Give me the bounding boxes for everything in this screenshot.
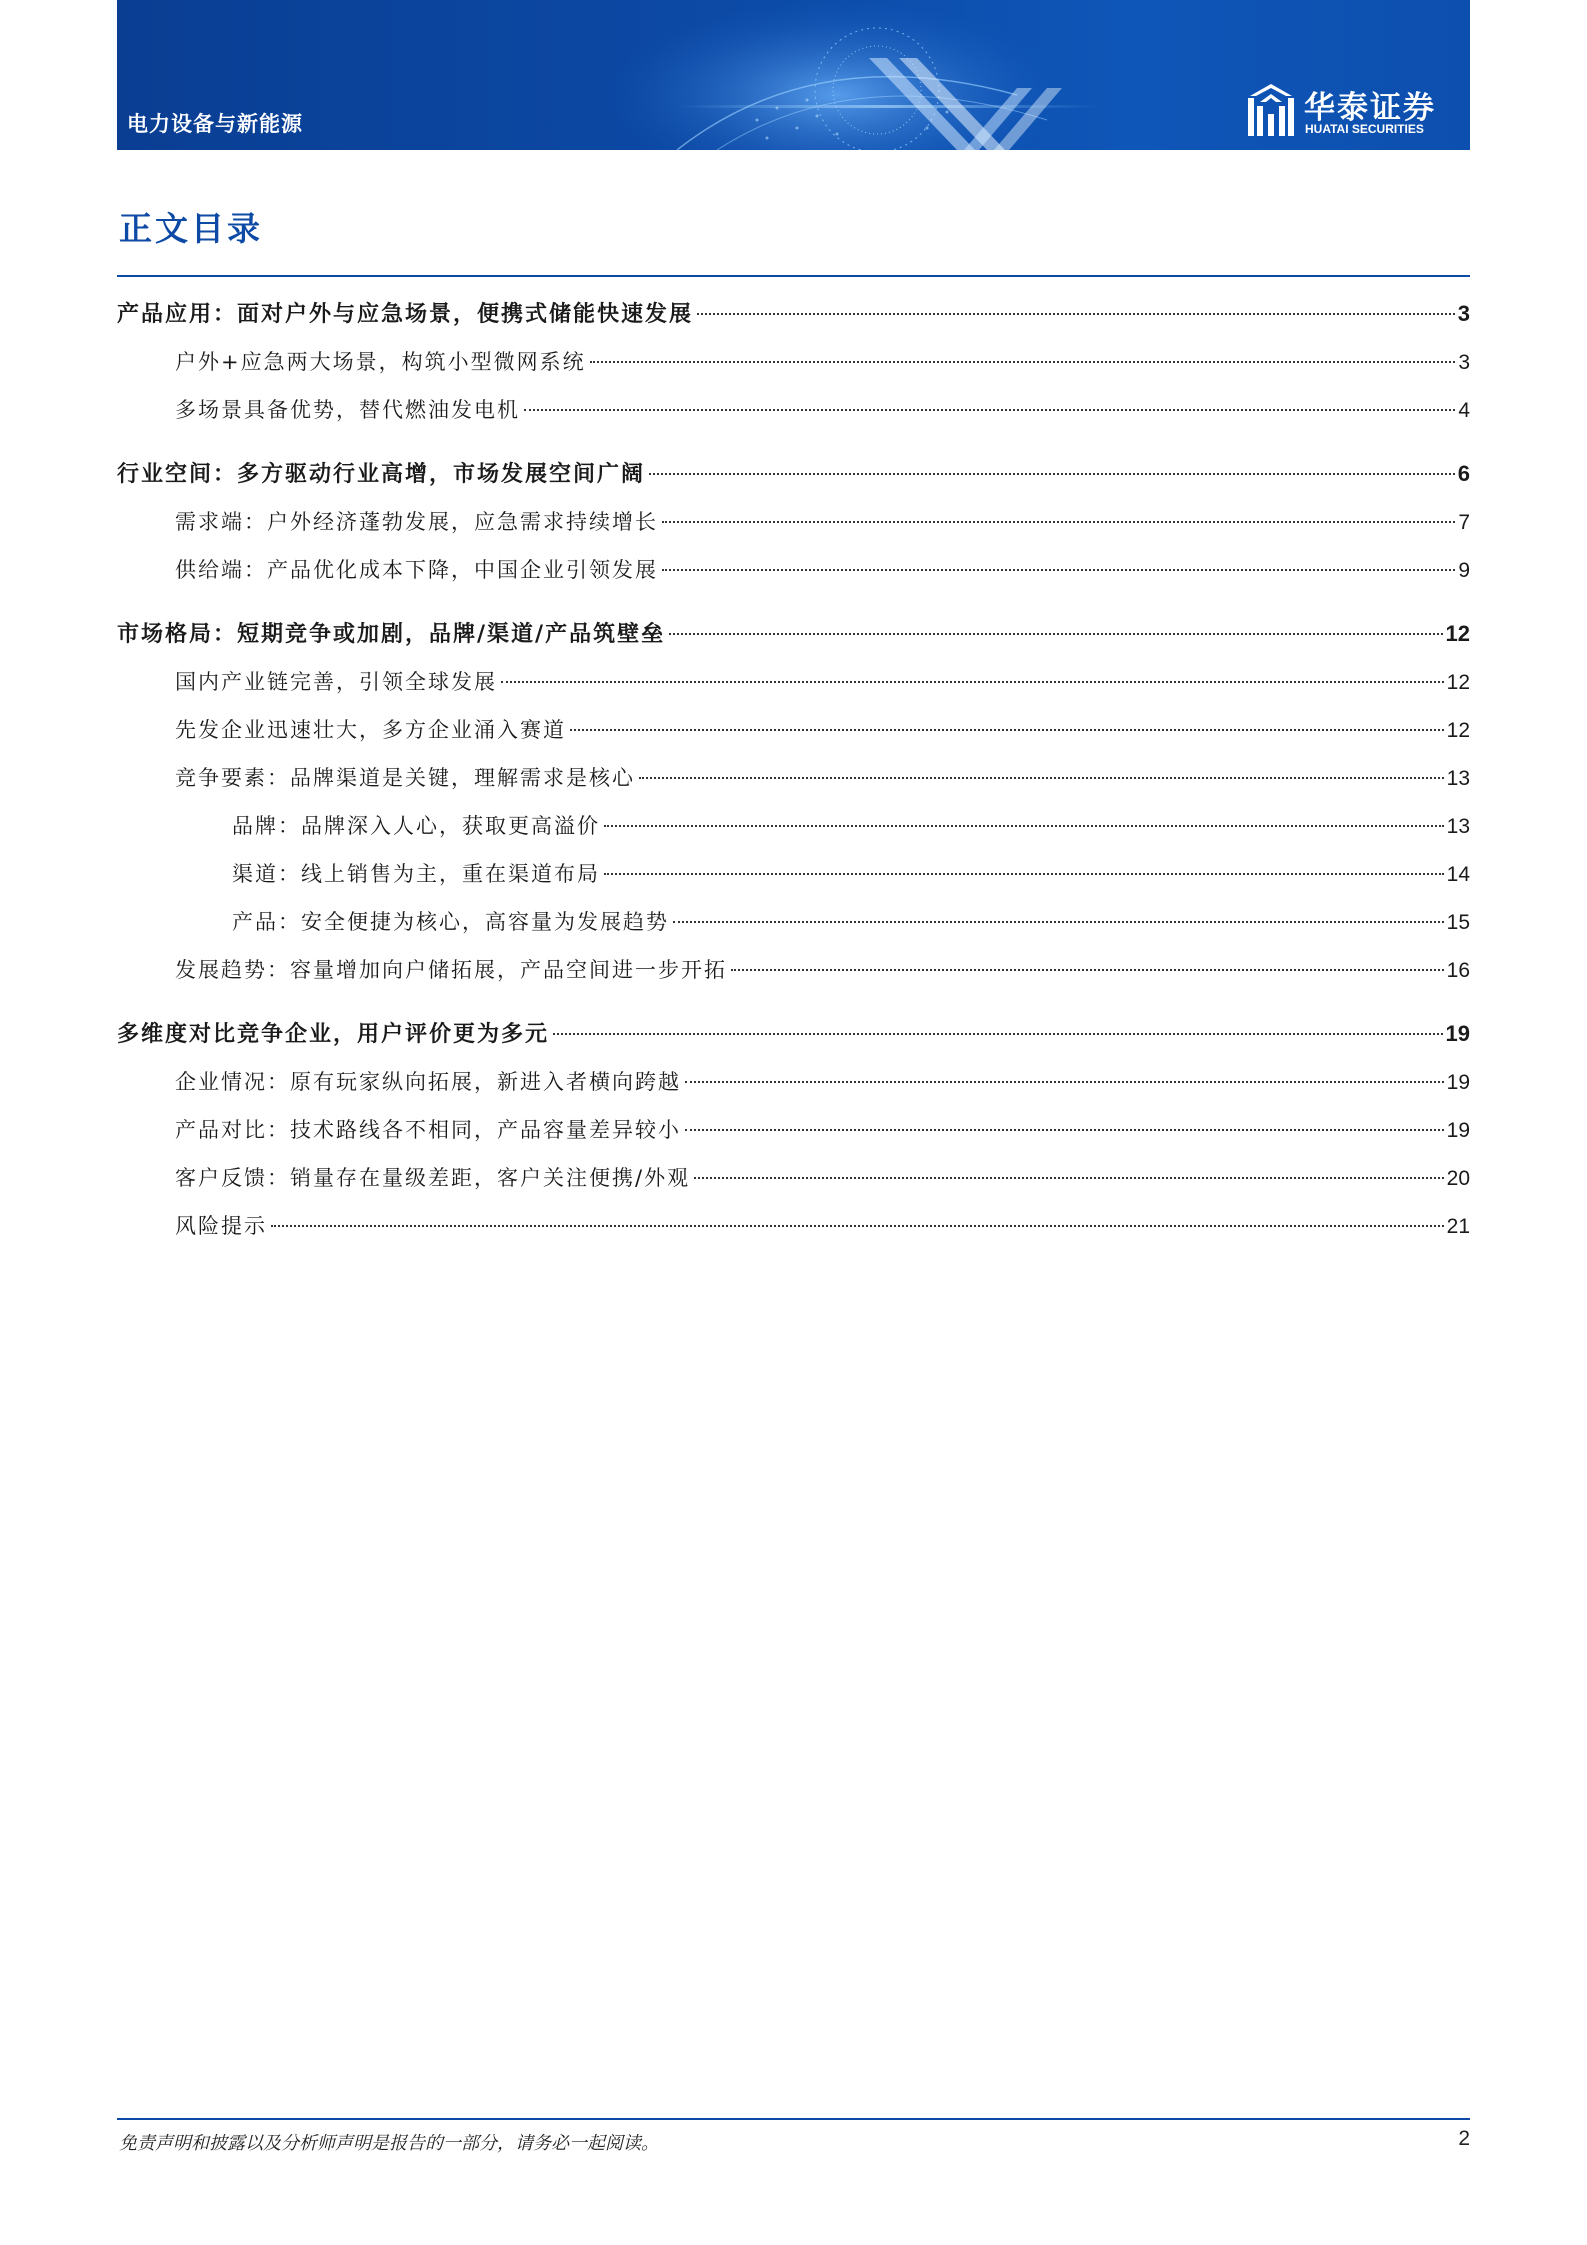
toc-entry-page[interactable]: 14 [1446, 863, 1470, 886]
toc-entry[interactable] [117, 1202, 1470, 1250]
toc-entry[interactable] [117, 610, 1470, 658]
toc-entry-page[interactable]: 12 [1446, 719, 1470, 742]
toc-dot-leader [662, 569, 1455, 571]
toc-entry-title[interactable]: 多维度对比竞争企业，用户评价更为多元 [117, 1022, 550, 1047]
toc-entry-page[interactable]: 4 [1458, 399, 1470, 422]
toc-entry-title[interactable]: 发展趋势：容量增加向户储拓展，产品空间进一步开拓 [175, 958, 727, 982]
toc-entry-title[interactable]: 行业空间：多方驱动行业高增，市场发展空间广阔 [117, 462, 646, 487]
toc-entry-title[interactable]: 产品应用：面对户外与应急场景，便携式储能快速发展 [117, 302, 694, 327]
brand-name-en: HUATAI SECURITIES [1305, 122, 1424, 136]
toc-entry-title[interactable]: 品牌：品牌深入人心，获取更高溢价 [232, 814, 600, 838]
toc-entry-title[interactable]: 多场景具备优势，替代燃油发电机 [175, 398, 520, 422]
toc-entry[interactable] [117, 658, 1470, 706]
toc-entry[interactable] [117, 338, 1470, 386]
toc-entry-title[interactable]: 渠道：线上销售为主，重在渠道布局 [232, 862, 600, 886]
toc-entry-title[interactable]: 风险提示 [175, 1214, 267, 1238]
toc-entry-page[interactable]: 19 [1445, 1021, 1470, 1046]
title-divider [117, 275, 1470, 277]
toc-entry-title[interactable]: 竞争要素：品牌渠道是关键，理解需求是核心 [175, 766, 635, 790]
toc-entry-title[interactable]: 市场格局：短期竞争或加剧，品牌/渠道/产品筑壁垒 [117, 622, 666, 647]
toc-title: 正文目录 [119, 209, 263, 248]
toc-entry[interactable] [117, 850, 1470, 898]
toc-entry-page[interactable]: 13 [1446, 815, 1470, 838]
toc-entry[interactable] [117, 1058, 1470, 1106]
toc-entry-page[interactable]: 3 [1458, 351, 1470, 374]
footer-divider [117, 2118, 1470, 2120]
toc-entry-page[interactable]: 21 [1446, 1215, 1470, 1238]
toc-entry[interactable] [117, 498, 1470, 546]
toc-entry-title[interactable]: 产品：安全便捷为核心，高容量为发展趋势 [232, 910, 669, 934]
company-logo [1248, 82, 1458, 140]
toc-dot-leader [553, 1033, 1443, 1035]
toc-dot-leader [570, 729, 1444, 731]
toc-entry[interactable] [117, 450, 1470, 498]
toc-dot-leader [685, 1081, 1444, 1083]
toc-entry[interactable] [117, 290, 1470, 338]
toc-entry-page[interactable]: 16 [1446, 959, 1470, 982]
toc-entry-title[interactable]: 需求端：户外经济蓬勃发展，应急需求持续增长 [175, 510, 658, 534]
toc-dot-leader [271, 1225, 1444, 1227]
toc-dot-leader [604, 825, 1444, 827]
toc-entry-page[interactable]: 6 [1457, 461, 1470, 486]
toc-dot-leader [731, 969, 1444, 971]
toc-dot-leader [604, 873, 1444, 875]
toc-entry-page[interactable]: 13 [1446, 767, 1470, 790]
toc-entry-title[interactable]: 国内产业链完善，引领全球发展 [175, 670, 497, 694]
table-of-contents [117, 290, 1470, 1250]
toc-entry-title[interactable]: 产品对比：技术路线各不相同，产品容量差异较小 [175, 1118, 681, 1142]
toc-entry[interactable] [117, 1010, 1470, 1058]
toc-dot-leader [501, 681, 1444, 683]
toc-entry-page[interactable]: 12 [1446, 671, 1470, 694]
toc-entry-page[interactable]: 7 [1458, 511, 1470, 534]
toc-dot-leader [590, 361, 1456, 363]
toc-dot-leader [685, 1129, 1444, 1131]
page-number: 2 [1458, 2127, 1470, 2150]
toc-entry-page[interactable]: 12 [1445, 621, 1470, 646]
toc-dot-leader [669, 633, 1442, 635]
toc-entry-page[interactable]: 15 [1446, 911, 1470, 934]
toc-entry-page[interactable]: 3 [1457, 301, 1470, 326]
toc-entry[interactable] [117, 802, 1470, 850]
toc-entry[interactable] [117, 546, 1470, 594]
toc-dot-leader [524, 409, 1455, 411]
brand-name-cn: 华泰证券 [1304, 90, 1436, 126]
toc-entry-title[interactable]: 企业情况：原有玩家纵向拓展，新进入者横向跨越 [175, 1070, 681, 1094]
toc-dot-leader [697, 313, 1455, 315]
toc-entry[interactable] [117, 706, 1470, 754]
toc-entry[interactable] [117, 1154, 1470, 1202]
sector-label: 电力设备与新能源 [127, 112, 303, 136]
toc-entry-title[interactable]: 户外+应急两大场景，构筑小型微网系统 [175, 350, 586, 374]
toc-entry[interactable] [117, 754, 1470, 802]
toc-dot-leader [694, 1177, 1444, 1179]
toc-dot-leader [662, 521, 1455, 523]
toc-entry[interactable] [117, 1106, 1470, 1154]
toc-entry-page[interactable]: 9 [1458, 559, 1470, 582]
toc-entry[interactable] [117, 898, 1470, 946]
toc-dot-leader [673, 921, 1444, 923]
toc-entry-page[interactable]: 20 [1446, 1167, 1470, 1190]
toc-entry-page[interactable]: 19 [1446, 1119, 1470, 1142]
toc-entry-title[interactable]: 供给端：产品优化成本下降，中国企业引领发展 [175, 558, 658, 582]
toc-entry-title[interactable]: 先发企业迅速壮大，多方企业涌入赛道 [175, 718, 566, 742]
toc-entry-page[interactable]: 19 [1446, 1071, 1470, 1094]
toc-entry-title[interactable]: 客户反馈：销量存在量级差距，客户关注便携/外观 [175, 1166, 691, 1190]
header-banner [117, 0, 1470, 150]
toc-dot-leader [639, 777, 1444, 779]
toc-dot-leader [649, 473, 1455, 475]
toc-entry[interactable] [117, 386, 1470, 434]
footer-disclaimer: 免责声明和披露以及分析师声明是报告的一部分，请务必一起阅读。 [119, 2133, 659, 2154]
huatai-logo-icon [1248, 84, 1294, 136]
toc-entry[interactable] [117, 946, 1470, 994]
